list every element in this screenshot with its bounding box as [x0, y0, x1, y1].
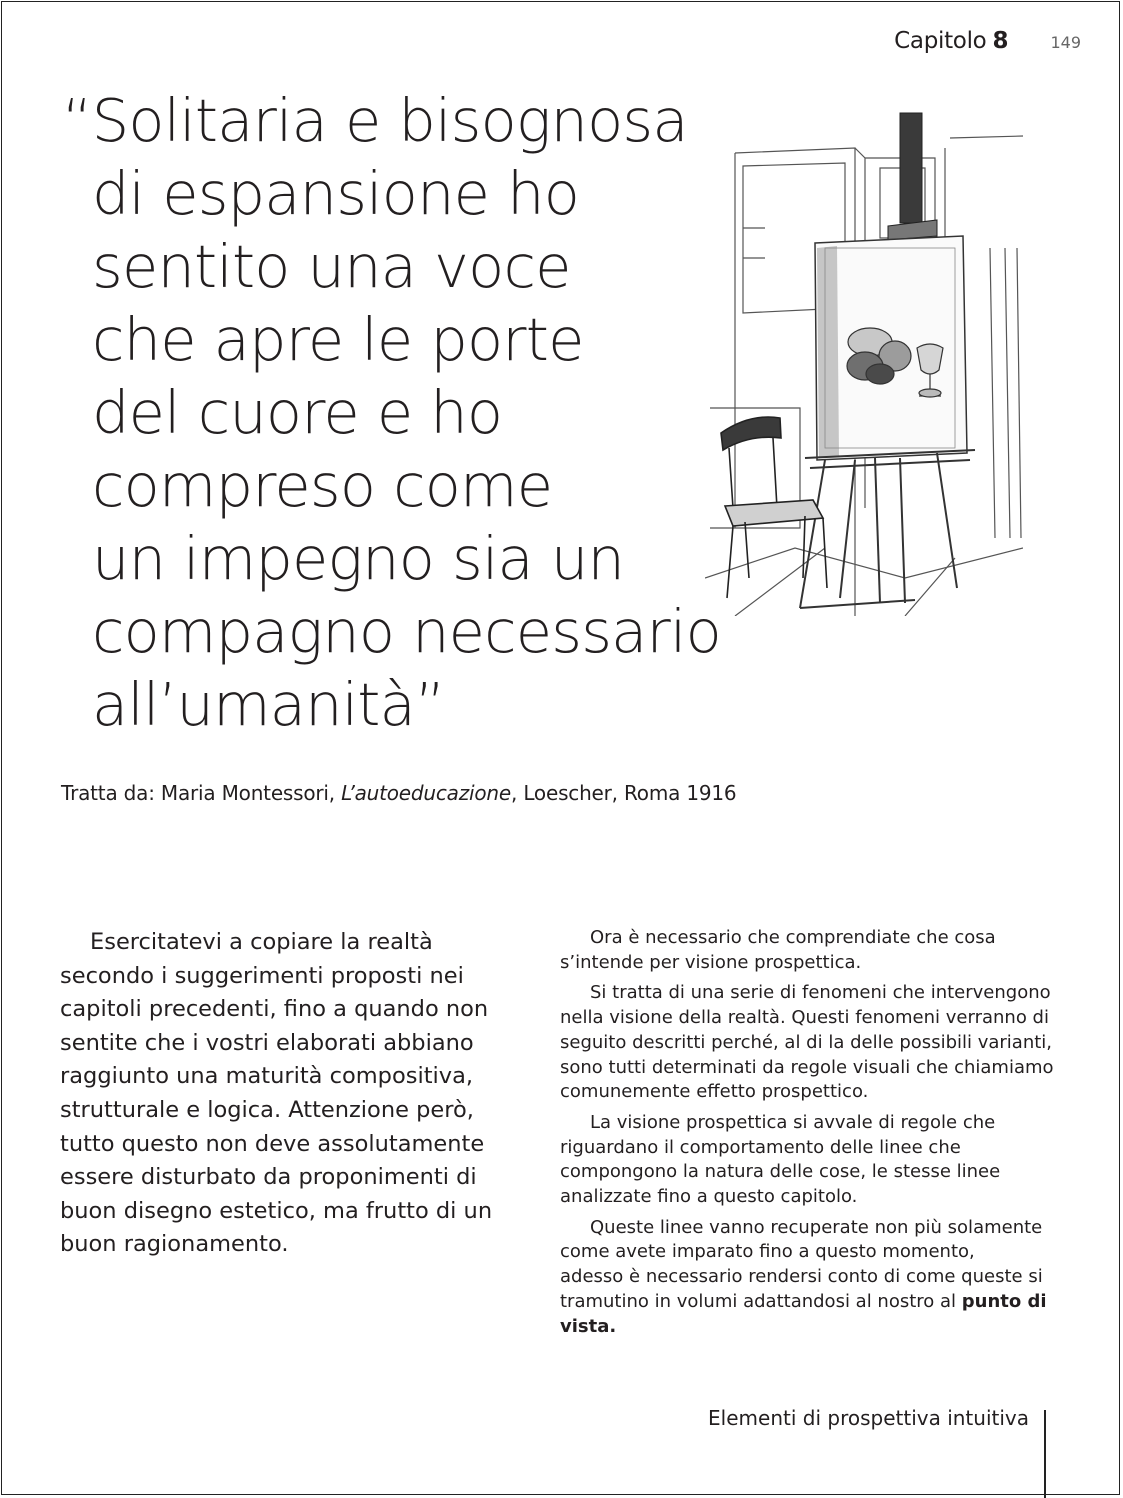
text-line: raggiunto una maturità compositiva, — [60, 1063, 474, 1090]
quote-line: che apre le porte — [92, 305, 584, 374]
paragraph — [560, 981, 1054, 1105]
quote-source — [61, 781, 736, 805]
text-line: compongono la natura delle cose, le stesse linee — [560, 1161, 1001, 1183]
text-line: sono tutti determinati da regole visuali che chiamiamo — [560, 1056, 1054, 1078]
paragraph — [560, 1111, 1040, 1210]
footer-divider — [1044, 1410, 1046, 1498]
text-line: analizzate fino a questo capitolo. — [560, 1186, 858, 1208]
source-book-title: L’autoeducazione — [341, 781, 512, 805]
quote-line: all’umanità” — [92, 670, 445, 739]
text-line: comunemente effetto prospettico. — [560, 1081, 869, 1103]
text-line: buon ragionamento. — [60, 1231, 289, 1258]
page-number: 149 — [1050, 33, 1081, 52]
text-line: adesso è necessario rendersi conto di come queste si — [560, 1266, 1043, 1288]
text-line: tutto questo non deve assolutamente — [60, 1130, 485, 1157]
chapter-label: Capitolo — [894, 28, 987, 54]
text-line: essere disturbato da proponimenti di — [60, 1164, 477, 1191]
quote-line: “Solitaria e bisognosa — [62, 86, 688, 155]
text-line — [560, 1315, 1040, 1340]
text-line: buon disegno estetico, ma frutto di un — [60, 1197, 493, 1224]
source-prefix: Tratta da: Maria Montessori, — [61, 781, 342, 805]
text-line: sentite che i vostri elaborati abbiano — [60, 1029, 474, 1056]
text-line: come avete imparato fino a questo momento, — [560, 1241, 975, 1263]
quote-line: compreso come — [92, 451, 553, 520]
text-line: La visione prospettica si avvale di regole che — [590, 1111, 996, 1133]
text-line: Queste linee vanno recuperate non più solamente — [590, 1216, 1043, 1238]
text-line: Esercitatevi a copiare la realtà — [90, 929, 433, 955]
text-line: secondo i suggerimenti proposti nei — [60, 962, 464, 989]
pull-quote — [62, 84, 722, 741]
text-line: Si tratta di una serie di fenomeni che intervengono — [590, 982, 1051, 1004]
text-line: strutturale e logica. Attenzione però, — [60, 1096, 474, 1123]
text-line: nella visione della realtà. Questi fenomeni verranno di — [560, 1007, 1049, 1029]
text-line: seguito descritti perché, al di la delle possibili varianti, — [560, 1031, 1053, 1053]
quote-line: compagno necessario — [92, 597, 721, 666]
bold-term: vista. — [560, 1315, 617, 1337]
quote-line: di espansione ho — [92, 159, 580, 228]
easel-still-life-illustration — [705, 108, 1023, 616]
source-suffix: , Loescher, Roma 1916 — [511, 781, 737, 805]
text-line — [560, 1290, 1047, 1315]
running-footer-title: Elementi di prospettiva intuitiva — [708, 1406, 1029, 1430]
quote-line: sentito una voce — [92, 232, 571, 301]
quote-line: del cuore e ho — [92, 378, 503, 447]
running-header — [894, 28, 1081, 54]
text-fragment: tramutino in volumi adattandosi al nostro al — [560, 1290, 962, 1312]
chapter-number: 8 — [992, 28, 1009, 54]
text-line: capitoli precedenti, fino a quando non — [60, 996, 489, 1023]
text-line: s’intende per visione prospettica. — [560, 951, 862, 973]
body-text-left — [60, 926, 510, 1262]
paragraph — [560, 1216, 1047, 1340]
bold-term: punto di — [961, 1290, 1047, 1312]
text-line: Ora è necessario che comprendiate che cosa — [590, 927, 996, 948]
paragraph — [560, 926, 1040, 975]
quote-line: un impegno sia un — [92, 524, 625, 593]
body-text-right — [560, 926, 1054, 1345]
text-line: riguardano il comportamento delle linee che — [560, 1136, 961, 1158]
